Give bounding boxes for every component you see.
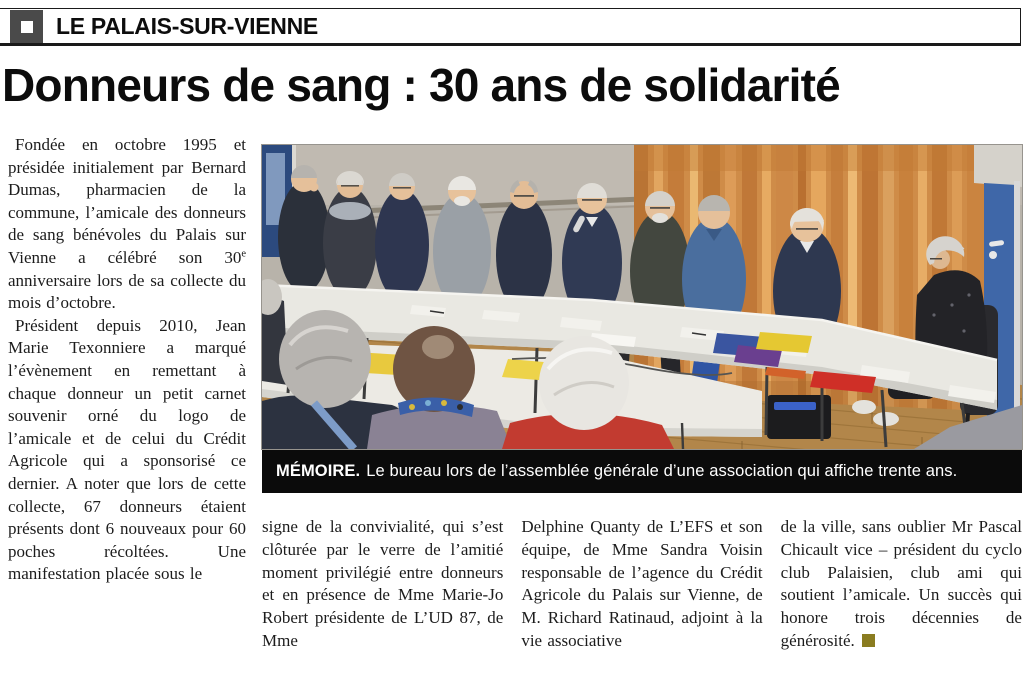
section-header [0, 8, 1021, 46]
article-column-1 [8, 134, 246, 586]
square-bullet-icon [10, 10, 43, 43]
article-photo-block [262, 145, 1022, 493]
caption-kicker: MÉMOIRE. [276, 461, 361, 480]
article-column-2: signe de la convivialité, qui s’est clôturée par le verre de l’amitié moment privilégié entre donneurs et en présence de Mme Marie-Jo Robert présidente de L’UD 87, de Mme [262, 517, 504, 650]
article-headline: Donneurs de sang : 30 ans de solidarité [2, 59, 840, 111]
article-column-3: Delphine Quanty de L’EFS et son équipe, de Mme Sandra Voisin responsable de l’agence du Crédit Agricole du Palais sur Vienne, de M. Richard Ratinaud, adjoint à la vie associative [521, 517, 763, 650]
photo-caption [262, 449, 1022, 493]
section-title: LE PALAIS-SUR-VIENNE [56, 12, 318, 39]
photo-image [262, 145, 1022, 449]
photo-scene [262, 145, 1022, 449]
ordinal-superscript: e [241, 248, 246, 260]
article-column-4 [781, 516, 1022, 653]
paragraph-1 [8, 134, 246, 315]
column-4-text: de la ville, sans oublier Mr Pascal Chicault vice – président du cyclo club Palaisien, club ami qui soutient l’amicale. Un succès qui honore trois décennies de générosité. [780, 517, 1022, 650]
square-end-mark-icon [862, 634, 875, 647]
paragraph-1-rest: anniversaire lors de sa collecte du mois d’octobre. [8, 270, 246, 313]
paragraph-2: Président depuis 2010, Jean Marie Texonniere a marqué l’évènement en remettant à chaque donneur un petit carnet souvenir orné du logo de l’amicale et de celui du Crédit Agricole qui a sponsorisé ce dernier. A noter que lors de cette collecte, 67 donneurs étaient présents dont 6 nouveaux pour 60 poches récoltées. Une manifestation placée sous le [8, 315, 246, 584]
paragraph-1-text: Fondée en octobre 1995 et présidée initialement par Bernard Dumas, pharmacien de la commune, l’amicale des donneurs de sang bénévoles du Palais sur Vienne a célébré son 30 [8, 135, 246, 267]
caption-text: Le bureau lors de l’assemblée générale d’une association qui affiche trente ans. [366, 461, 958, 480]
continuation-columns [262, 516, 1022, 653]
